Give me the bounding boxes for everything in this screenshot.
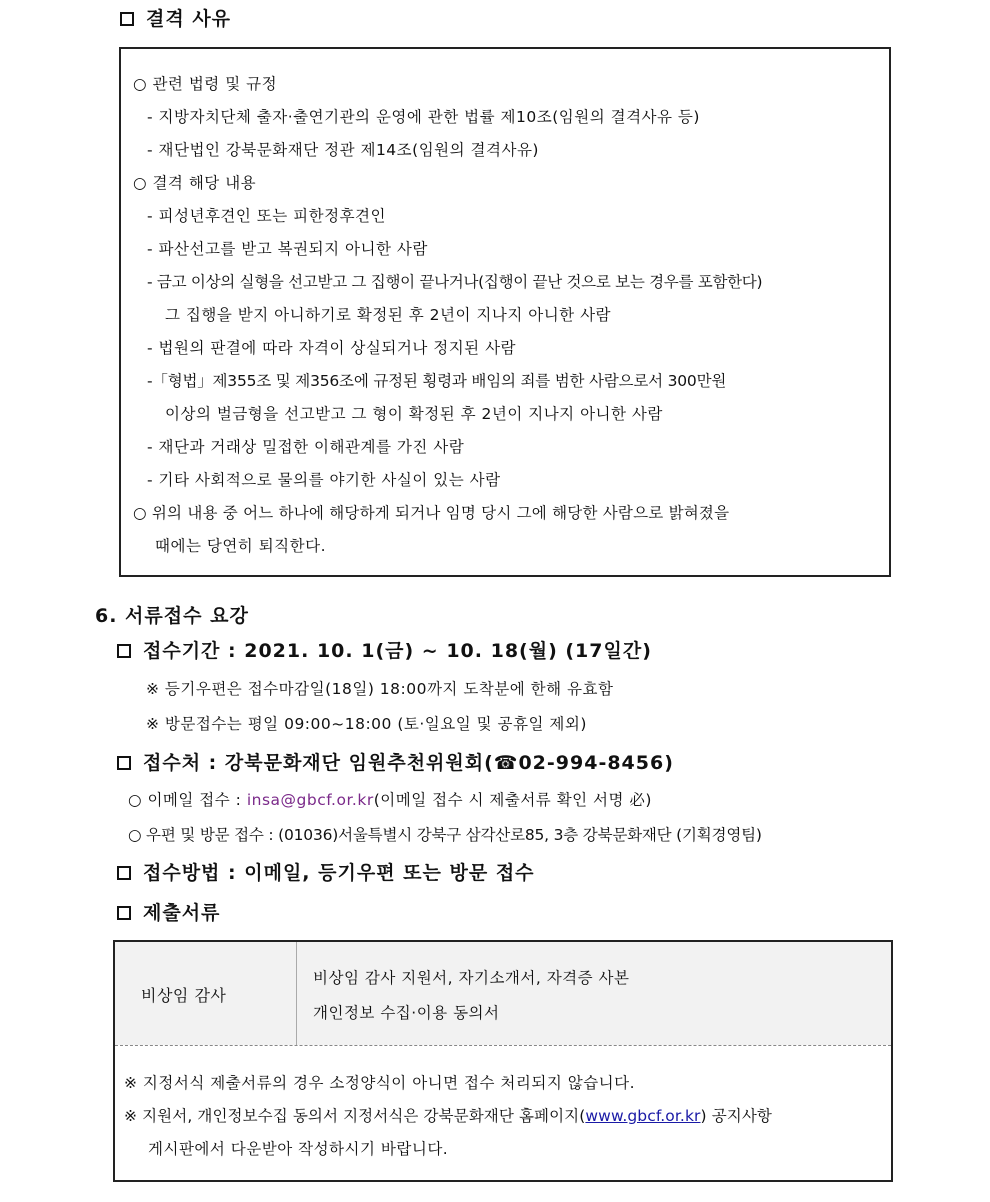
box-line: - 법원의 판결에 따라 자격이 상실되거나 정지된 사람: [147, 339, 517, 357]
docs-heading: [117, 898, 220, 925]
box-line: - 재단법인 강북문화재단 정관 제14조(임원의 결격사유): [147, 141, 539, 159]
note2-prefix: ※ 지원서, 개인정보수집 동의서 지정서식은 강북문화재단 홈페이지(: [124, 1107, 586, 1125]
docs-note: [124, 1104, 772, 1126]
docs-list-line: 개인정보 수집·이용 동의서: [313, 1004, 500, 1022]
box-line: - 기타 사회적으로 물의를 야기한 사실이 있는 사람: [147, 471, 501, 489]
docs-label: 제출서류: [143, 902, 221, 924]
email-address[interactable]: insa@gbcf.or.kr: [246, 791, 374, 809]
box-line: 때에는 당연히 퇴직한다.: [155, 537, 327, 555]
checkbox-square-icon: [117, 756, 131, 770]
email-suffix: (이메일 접수 시 제출서류 확인 서명 必): [373, 791, 652, 809]
email-line: [128, 788, 652, 810]
period-note-mail: ※ 등기우편은 접수마감일(18일) 18:00까지 도착분에 한해 유효함: [146, 680, 614, 698]
docs-list-line: 비상임 감사 지원서, 자기소개서, 자격증 사본: [313, 969, 630, 987]
box-line: ○ 결격 해당 내용: [133, 174, 257, 192]
docs-table-separator: [115, 1045, 891, 1046]
docs-note: 게시판에서 다운받아 작성하시기 바랍니다.: [148, 1140, 449, 1158]
docs-role-cell: 비상임 감사: [141, 986, 227, 1005]
method-heading: [117, 858, 535, 885]
box-line: -「형법」제355조 및 제356조에 규정된 횡령과 배임의 죄를 범한 사람으로서 300만원: [147, 372, 727, 390]
place-label: 접수처 : 강북문화재단 임원추천위원회(☎02-994-8456): [143, 752, 674, 774]
place-heading: [117, 748, 674, 775]
docs-table-row: [115, 942, 891, 1045]
email-prefix: ○ 이메일 접수 :: [128, 791, 247, 809]
box-line: 이상의 벌금형을 선고받고 그 형이 확정된 후 2년이 지나지 아니한 사람: [165, 405, 663, 423]
period-note-visit: ※ 방문접수는 평일 09:00~18:00 (토·일요일 및 공휴일 제외): [146, 715, 587, 733]
box-line: - 피성년후견인 또는 피한정후견인: [147, 207, 386, 225]
checkbox-square-icon: [117, 906, 131, 920]
box-line: - 파산선고를 받고 복권되지 아니한 사람: [147, 240, 428, 258]
period-heading: [117, 636, 652, 663]
checkbox-square-icon: [117, 866, 131, 880]
homepage-link[interactable]: www.gbcf.or.kr: [585, 1107, 701, 1125]
box-line: - 지방자치단체 출자·출연기관의 운영에 관한 법률 제10조(임원의 결격사유 등): [147, 108, 700, 126]
box-line: 그 집행을 받지 아니하기로 확정된 후 2년이 지나지 아니한 사람: [165, 306, 612, 324]
method-label: 접수방법 : 이메일, 등기우편 또는 방문 접수: [143, 862, 535, 884]
box-line: ○ 관련 법령 및 규정: [133, 75, 278, 93]
docs-note: ※ 지정서식 제출서류의 경우 소정양식이 아니면 접수 처리되지 않습니다.: [124, 1074, 636, 1092]
disqualification-title: 결격 사유: [146, 8, 232, 30]
box-line: - 금고 이상의 실형을 선고받고 그 집행이 끝나거나(집행이 끝난 것으로 보는 경우를 포함한다): [147, 273, 763, 291]
box-line: - 재단과 거래상 밀접한 이해관계를 가진 사람: [147, 438, 465, 456]
disqualification-heading: [120, 4, 231, 31]
section6-title: 6. 서류접수 요강: [95, 605, 249, 627]
visit-address-line: ○ 우편 및 방문 접수 : (01036)서울특별시 강북구 삼각산로85, 3층 강북문화재단 (기획경영팀): [128, 826, 762, 844]
period-label: 접수기간 : 2021. 10. 1(금) ~ 10. 18(월) (17일간): [143, 640, 652, 662]
checkbox-square-icon: [120, 12, 134, 26]
checkbox-square-icon: [117, 644, 131, 658]
note2-suffix: ) 공지사항: [700, 1107, 772, 1125]
box-line: ○ 위의 내용 중 어느 하나에 해당하게 되거나 임명 당시 그에 해당한 사람으로 밝혀졌을: [133, 504, 730, 522]
docs-table-divider: [296, 942, 297, 1045]
